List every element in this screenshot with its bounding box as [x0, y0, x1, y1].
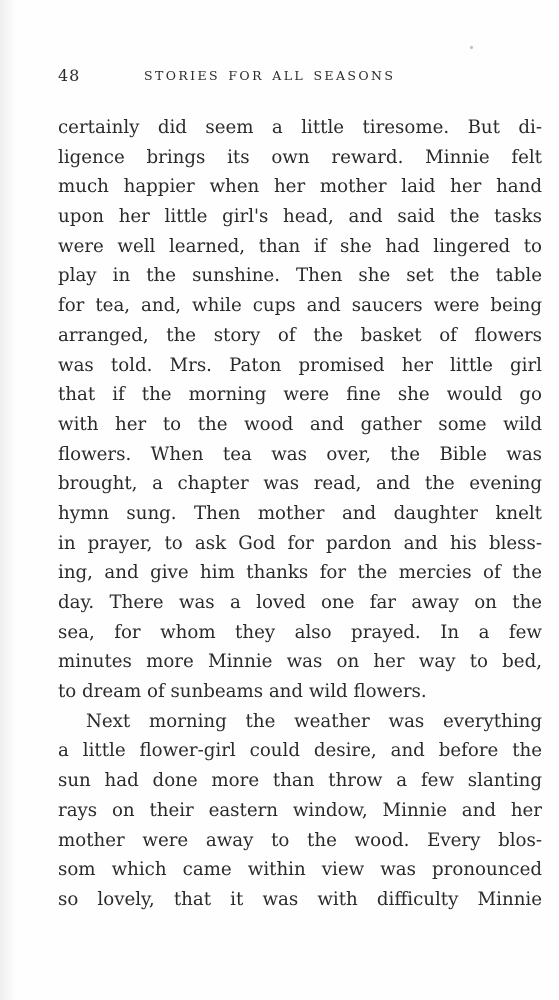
- page-gutter-shadow: [0, 0, 16, 1000]
- text-line: for tea, and, while cups and saucers were being: [58, 295, 542, 317]
- page-number: 48: [58, 66, 81, 85]
- text-line: so lovely, that it was with difficulty Minnie: [58, 888, 542, 910]
- paper-speck: [470, 46, 473, 49]
- text-line: ing, and give him thanks for the mercies of the: [58, 562, 542, 584]
- text-line: much happier when her mother laid her hand: [58, 176, 542, 198]
- paragraph: [58, 113, 542, 707]
- text-line: sea, for whom they also prayed. In a few: [58, 621, 542, 643]
- text-line: hymn sung. Then mother and daughter knelt: [58, 502, 542, 524]
- text-line: with her to the wood and gather some wild: [58, 413, 542, 435]
- text-line: a little flower-girl could desire, and before the: [58, 740, 542, 762]
- text-line: som which came within view was pronounced: [58, 859, 542, 881]
- running-title: STORIES FOR ALL SEASONS: [144, 68, 396, 83]
- text-line: day. There was a loved one far away on the: [58, 592, 542, 613]
- text-line: to dream of sunbeams and wild flowers.: [58, 681, 427, 703]
- paragraph: [58, 707, 542, 915]
- text-line: flowers. When tea was over, the Bible was: [58, 443, 542, 465]
- text-line: brought, a chapter was read, and the evening: [58, 473, 542, 495]
- text-line: rays on their eastern window, Minnie and her: [58, 799, 542, 821]
- text-line: was told. Mrs. Paton promised her little girl: [58, 354, 542, 376]
- text-line: Next morning the weather was everything: [86, 710, 542, 732]
- text-line: upon her little girl's head, and said the tasks: [58, 206, 542, 228]
- text-line: play in the sunshine. Then she set the table: [58, 265, 542, 287]
- text-line: in prayer, to ask God for pardon and his bless-: [58, 532, 542, 554]
- text-line: ligence brings its own reward. Minnie felt: [58, 146, 542, 168]
- text-line: minutes more Minnie was on her way to bed,: [58, 651, 542, 673]
- running-head: [58, 66, 538, 86]
- text-line: sun had done more than throw a few slanting: [58, 770, 542, 792]
- text-line: were well learned, than if she had lingered to: [58, 235, 542, 257]
- body-text: [58, 113, 542, 915]
- text-line: certainly did seem a little tiresome. But di-: [58, 117, 542, 138]
- text-line: that if the morning were fine she would go: [58, 384, 542, 406]
- text-line: mother were away to the wood. Every blos-: [58, 829, 542, 851]
- text-line: arranged, the story of the basket of flowers: [58, 324, 542, 346]
